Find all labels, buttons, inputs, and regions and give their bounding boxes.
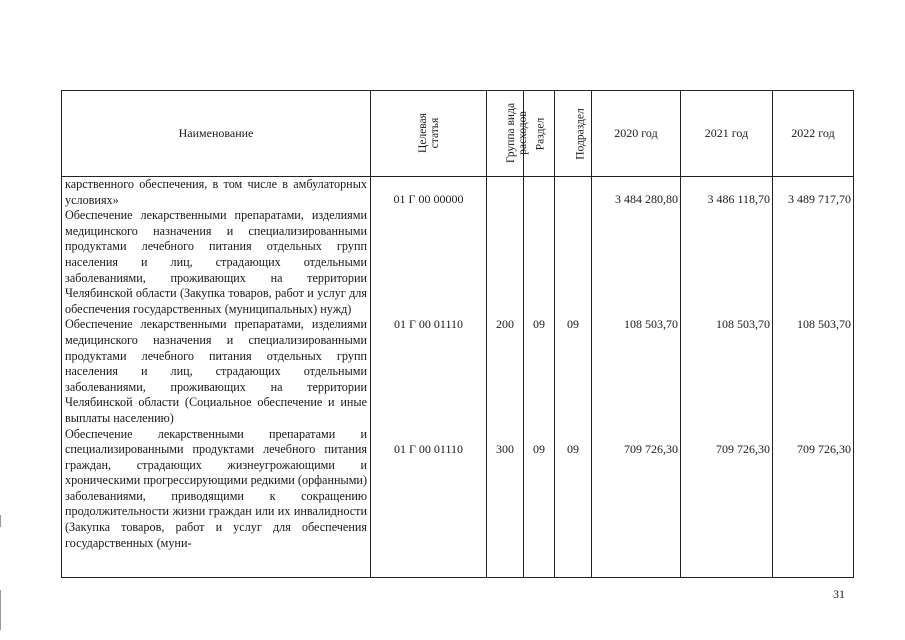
group-value: 200 [496,317,514,331]
target-value: 01 Г 00 00000 [393,192,464,206]
group-column-cell [487,177,524,578]
amount-2020: 108 503,70 [624,317,678,331]
table-row [62,177,854,578]
subsection-value: 09 [567,442,579,456]
year-2021-column-cell [681,177,773,578]
header-year-2021: 2021 год [681,91,773,177]
amount-2020: 3 484 280,80 [615,192,678,206]
group-value: 300 [496,442,514,456]
section-column-cell [524,177,555,578]
header-name: Наименование [62,91,371,177]
budget-table [61,90,854,578]
row-name-social: Обеспечение лекарственными препаратами, изделиями медицинского назначения и специализированными продуктами лечебного питания отдельных групп населения и лиц, страдающих отдельными заболеваниями, проживающих на территории Челябинской области (Социальное обеспечение и иные выплаты населению) [65,317,367,425]
year-2020-column-cell [592,177,681,578]
section-value: 09 [533,317,545,331]
amount-2022: 709 726,30 [797,442,851,456]
header-section: Раздел [524,91,555,177]
target-value: 01 Г 00 01110 [393,442,464,456]
amount-2020: 709 726,30 [624,442,678,456]
subsection-value: 09 [567,317,579,331]
amount-2021: 3 486 118,70 [707,192,770,206]
row-name-continuation: карственного обеспечения, в том числе в амбулаторных условиях» [65,177,367,207]
year-2022-column-cell [773,177,854,578]
subsection-column-cell [555,177,592,578]
header-year-2020: 2020 год [592,91,681,177]
header-expense-group: Группа вида расходов [487,91,524,177]
amount-2021: 709 726,30 [716,442,770,456]
amount-2021: 108 503,70 [716,317,770,331]
header-row [62,91,854,177]
header-target-article: Целевая статья [371,91,487,177]
scan-edge-mark [0,515,1,527]
target-value: 01 Г 00 01110 [393,317,464,331]
target-column-cell [371,177,487,578]
name-column-cell [62,177,371,578]
page-number: 31 [833,587,845,601]
row-name-orphan: Обеспечение лекарственными препаратами и специализированными продуктами лечебного питания граждан, страдающих жизнеугрожающими и хроническими прогрессирующими редкими (орфанными) заболеваниями, приводящими к сокращению продолжительности жизни граждан или их инвалидности (Закупка товаров, работ и услуг для обеспечения государственных (муни- [65,426,367,550]
section-value: 09 [533,442,545,456]
header-subsection: Подраздел [555,91,592,177]
header-year-2022: 2022 год [773,91,854,177]
scan-edge-mark [0,590,1,630]
amount-2022: 3 489 717,70 [788,192,851,206]
amount-2022: 108 503,70 [797,317,851,331]
row-name-procurement: Обеспечение лекарственными препаратами, изделиями медицинского назначения и специализированными продуктами лечебного питания отдельных групп населения и лиц, страдающих отдельными заболеваниями, проживающих на территории Челябинской области (Закупка товаров, работ и услуг для обеспечения государственных (муниципальных) нужд) [65,208,367,316]
